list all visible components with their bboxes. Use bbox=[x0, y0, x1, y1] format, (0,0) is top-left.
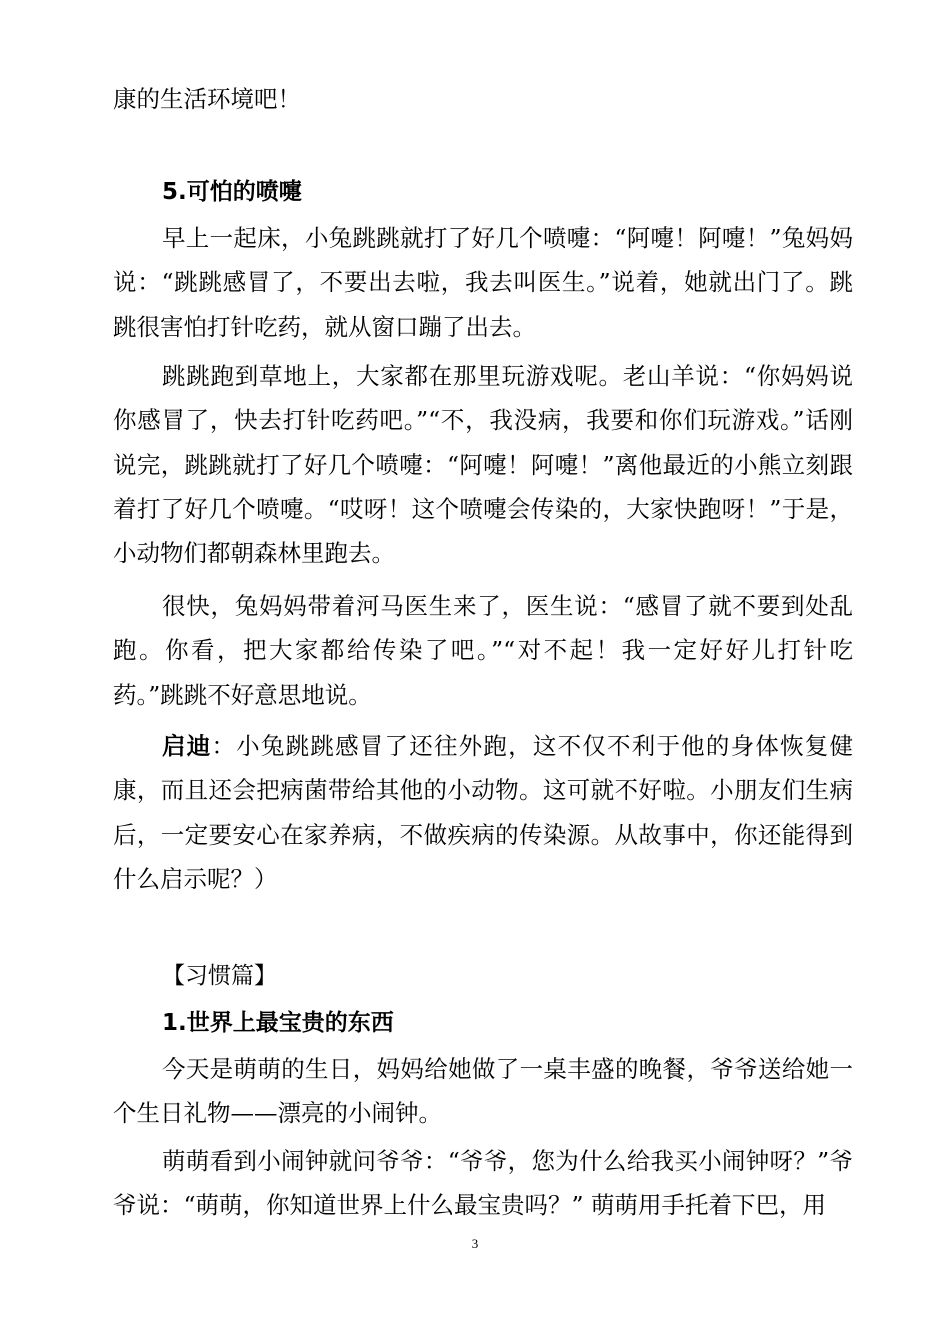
paragraph-continued: 康的生活环境吧！ bbox=[113, 85, 301, 113]
paragraph-inspiration bbox=[113, 724, 853, 901]
page-number: 3 bbox=[471, 1236, 479, 1251]
story-title-sneeze: 5.可怕的喷嚏 bbox=[162, 179, 302, 205]
story-title-treasure: 1.世界上最宝贵的东西 bbox=[162, 1010, 394, 1036]
paragraph-6: 萌萌看到小闹钟就问爷爷：“爷爷，您为什么给我买小闹钟呀？”爷爷说：“萌萌，你知道世界上什么最宝贵吗？” 萌萌用手托着下巴，用 bbox=[113, 1147, 853, 1220]
paragraph-1: 早上一起床，小兔跳跳就打了好几个喷嚏：“阿嚏！阿嚏！”兔妈妈说：“跳跳感冒了，不要出去啦，我去叫医生。”说着，她就出门了。跳跳很害怕打针吃药，就从窗口蹦了出去。 bbox=[113, 224, 853, 341]
inspiration-label: 启迪 bbox=[162, 732, 212, 760]
paragraph-2: 跳跳跑到草地上，大家都在那里玩游戏呢。老山羊说：“你妈妈说你感冒了，快去打针吃药吧。”“不，我没病，我要和你们玩游戏。”话刚说完，跳跳就打了好几个喷嚏：“阿嚏！阿嚏！”离他最近的小熊立刻跟着打了好几个喷嚏。“哎呀！这个喷嚏会传染的，大家快跑呀！”于是，小动物们都朝森林里跑去。 bbox=[113, 362, 853, 568]
paragraph-3: 很快，兔妈妈带着河马医生来了，医生说：“感冒了就不要到处乱跑。你看，把大家都给传染了吧。”“对不起！我一定好好儿打针吃药。”跳跳不好意思地说。 bbox=[113, 592, 853, 709]
inspiration-text: ：小兔跳跳感冒了还往外跑，这不仅不利于他的身体恢复健康，而且还会把病菌带给其他的小动物。这可就不好啦。小朋友们生病后，一定要安心在家养病，不做疾病的传染源。从故事中，你还能得到什么启示呢？） bbox=[113, 732, 854, 893]
paragraph-5: 今天是萌萌的生日，妈妈给她做了一桌丰盛的晚餐，爷爷送给她一个生日礼物——漂亮的小闹钟。 bbox=[113, 1055, 853, 1128]
section-heading-habits: 【习惯篇】 bbox=[162, 963, 277, 989]
